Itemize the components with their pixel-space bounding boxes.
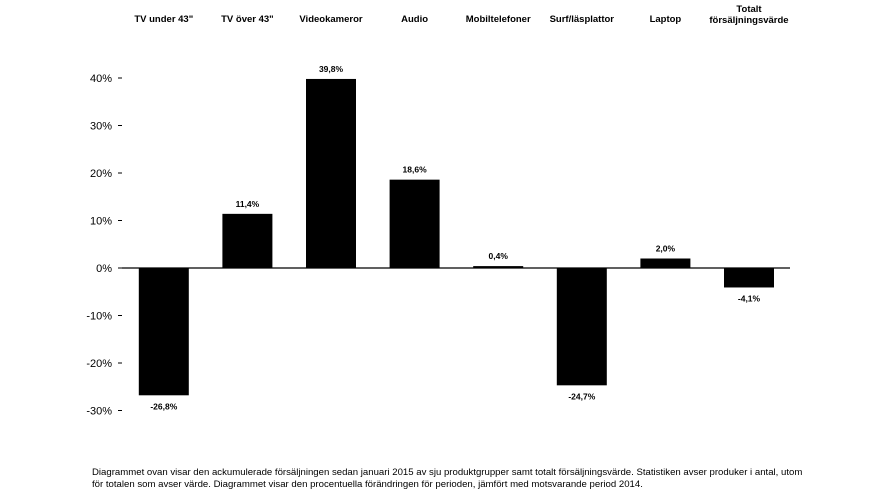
y-tick-label: 40% xyxy=(89,73,112,85)
data-label: 2,0% xyxy=(655,243,676,254)
y-tick-label: -20% xyxy=(86,358,112,370)
category-label: TV under 43" xyxy=(134,14,194,25)
y-tick-label: -30% xyxy=(86,405,112,418)
category-label: Surf/läsplattor xyxy=(549,14,615,25)
data-label: 18,6% xyxy=(402,164,427,175)
category-label: Totalt xyxy=(736,4,762,15)
y-tick-label: 30% xyxy=(89,120,112,133)
bar xyxy=(139,268,189,395)
category-label: försäljningsvärde xyxy=(709,15,789,26)
category-label: Mobiltelefoner xyxy=(465,14,531,25)
data-label: 11,4% xyxy=(235,198,260,209)
y-tick-label: 0% xyxy=(96,263,112,275)
data-label: -24,7% xyxy=(568,391,596,402)
y-tick-label: 20% xyxy=(89,168,112,180)
category-label: TV över 43" xyxy=(221,14,274,25)
bar xyxy=(724,268,774,287)
caption-line-1: Diagrammet ovan visar den ackumulerade försäljningen sedan januari 2015 av sju produktgrupper samt totalt försäljningsvärde. Statistiken avser produker i antal, utom xyxy=(92,467,803,478)
category-label: Laptop xyxy=(649,14,682,25)
bar xyxy=(306,79,356,268)
chart-caption xyxy=(92,467,852,491)
category-label: Audio xyxy=(401,14,429,25)
bar xyxy=(640,259,690,269)
data-label: 0,4% xyxy=(488,251,508,262)
category-label: Videokameror xyxy=(299,14,363,25)
bar xyxy=(222,214,272,268)
data-label: 39,8% xyxy=(318,63,344,74)
bar xyxy=(557,268,607,385)
y-tick-label: -10% xyxy=(86,310,112,323)
bar xyxy=(390,180,440,268)
y-tick-label: 10% xyxy=(89,215,112,228)
caption-line-2: för totalen som avser värde. Diagrammet visar den procentuella förändringen för perioden, jämfört med motsvarande period 2014. xyxy=(92,479,643,490)
data-label: -26,8% xyxy=(150,401,178,412)
data-label: -4,1% xyxy=(737,293,761,304)
